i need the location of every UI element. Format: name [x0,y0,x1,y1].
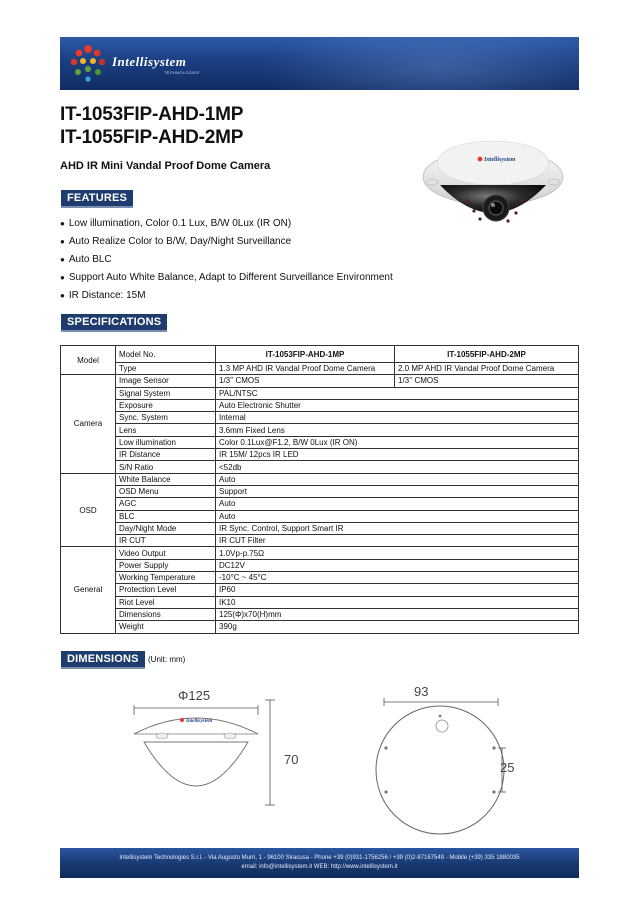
table-row [61,399,579,411]
spec-label: Type [116,363,216,375]
spec-label: BLC [116,510,216,522]
table-row [61,346,579,363]
table-row [61,621,579,633]
diameter-label: Φ125 [178,688,211,703]
spec-value: Color 0.1Lux@F1.2, B/W 0Lux (IR ON) [216,436,579,448]
image-sensor-2: 1/3’’ CMOS [395,375,579,387]
front-view-drawing [120,680,310,830]
table-row [61,363,579,375]
table-row [61,485,579,497]
table-row [61,473,579,485]
spec-label: Signal System [116,387,216,399]
spec-value: 1.0Vp-p.75Ω [216,547,579,559]
feature-item: ● Auto BLC [60,251,393,269]
model-no-1: IT-1053FIP-AHD-1MP [216,346,395,363]
camera-logo-text: Intellisystem [484,157,516,163]
spec-label: White Balance [116,473,216,485]
features-list [60,215,393,305]
spec-value: <52db [216,461,579,473]
group-model: Model [61,346,116,375]
spec-value: 3.6mm Fixed Lens [216,424,579,436]
spec-label: Day/Night Mode [116,522,216,534]
image-sensor-1: 1/3’’ CMOS [216,375,395,387]
spec-value: IR CUT Filter [216,535,579,547]
brand-sub: TECHNOLOGIES [164,70,200,75]
intellisystem-logo-icon [68,43,108,85]
spec-label: Video Output [116,547,216,559]
dome-camera-image [418,133,568,238]
spec-value: Auto Electronic Shutter [216,399,579,411]
spec-value: Support [216,485,579,497]
group-osd: OSD [61,473,116,547]
specifications-heading: SPECIFICATIONS [61,314,167,332]
spec-label: Riot Level [116,596,216,608]
table-row [61,510,579,522]
table-row [61,547,579,559]
table-row [61,608,579,620]
table-row [61,535,579,547]
spec-label: Working Temperature [116,572,216,584]
spec-value: Internal [216,412,579,424]
spec-value: -10°C ~ 45°C [216,572,579,584]
spec-label: Model No. [116,346,216,363]
product-subtitle: AHD IR Mini Vandal Proof Dome Camera [60,160,271,172]
drawing-logo-text: Intellisystem [186,719,213,724]
offset-label: 25 [500,760,515,775]
spec-label: Sync. System [116,412,216,424]
spec-value: IP60 [216,584,579,596]
spec-label: Weight [116,621,216,633]
features-heading: FEATURES [61,190,133,208]
footer-contact: email: info@intellisystem.it WEB: http://www.intellisystem.it [241,864,398,870]
type-1: 1.3 MP AHD IR Vandal Proof Dome Camera [216,363,395,375]
feature-item: ● Low illumination, Color 0.1 Lux, B/W 0Lux (IR ON) [60,215,393,233]
feature-item: ● Support Auto White Balance, Adapt to Different Surveillance Environment [60,269,393,287]
table-row [61,375,579,387]
table-row [61,572,579,584]
plate-width-label: 93 [414,684,429,699]
table-row [61,596,579,608]
model-title-2: IT-1055FIP-AHD-2MP [60,127,244,148]
specifications-table [60,345,579,634]
feature-item: ● IR Distance: 15M [60,287,393,305]
model-title-1: IT-1053FIP-AHD-1MP [60,104,244,125]
spec-label: S/N Ratio [116,461,216,473]
table-row [61,461,579,473]
table-row [61,498,579,510]
spec-label: OSD Menu [116,485,216,497]
table-row [61,449,579,461]
spec-label: IR CUT [116,535,216,547]
dimensions-unit: (Unit: mm) [148,655,186,664]
spec-label: Dimensions [116,608,216,620]
spec-label: Image Sensor [116,375,216,387]
spec-value: Auto [216,473,579,485]
dimensions-heading: DIMENSIONS [61,651,145,669]
table-row [61,436,579,448]
spec-label: Low illumination [116,436,216,448]
feature-item: ● Auto Realize Color to B/W, Day/Night Surveillance [60,233,393,251]
spec-value: Auto [216,498,579,510]
table-row [61,584,579,596]
type-2: 2.0 MP AHD IR Vandal Proof Dome Camera [395,363,579,375]
spec-label: Exposure [116,399,216,411]
spec-label: Power Supply [116,559,216,571]
spec-label: Protection Level [116,584,216,596]
footer-banner [60,848,579,878]
brand-name: Intellisystem [112,54,187,69]
footer-address: Intellisystem Technologies S.r.l. - Via Augusto Murri, 1 - 96100 Siracusa - Phone +39 (0)931-1756256 / +39 (0)2-87167549 - Mobile (+39) 335 1880035 [119,855,520,861]
spec-value: 125(Φ)x70(H)mm [216,608,579,620]
table-row [61,412,579,424]
spec-label: IR Distance [116,449,216,461]
height-label: 70 [284,752,299,767]
table-row [61,387,579,399]
model-no-2: IT-1055FIP-AHD-2MP [395,346,579,363]
table-row [61,424,579,436]
top-view-drawing [350,680,530,840]
spec-value: Auto [216,510,579,522]
spec-value: 390g [216,621,579,633]
spec-label: AGC [116,498,216,510]
group-general: General [61,547,116,633]
spec-label: Lens [116,424,216,436]
header-banner [60,37,579,90]
table-row [61,559,579,571]
spec-value: PAL/NTSC [216,387,579,399]
spec-value: IR Sync. Control, Support Smart IR [216,522,579,534]
table-row [61,522,579,534]
spec-value: IR 15M/ 12pcs IR LED [216,449,579,461]
group-camera: Camera [61,375,116,473]
spec-value: DC12V [216,559,579,571]
spec-value: IK10 [216,596,579,608]
